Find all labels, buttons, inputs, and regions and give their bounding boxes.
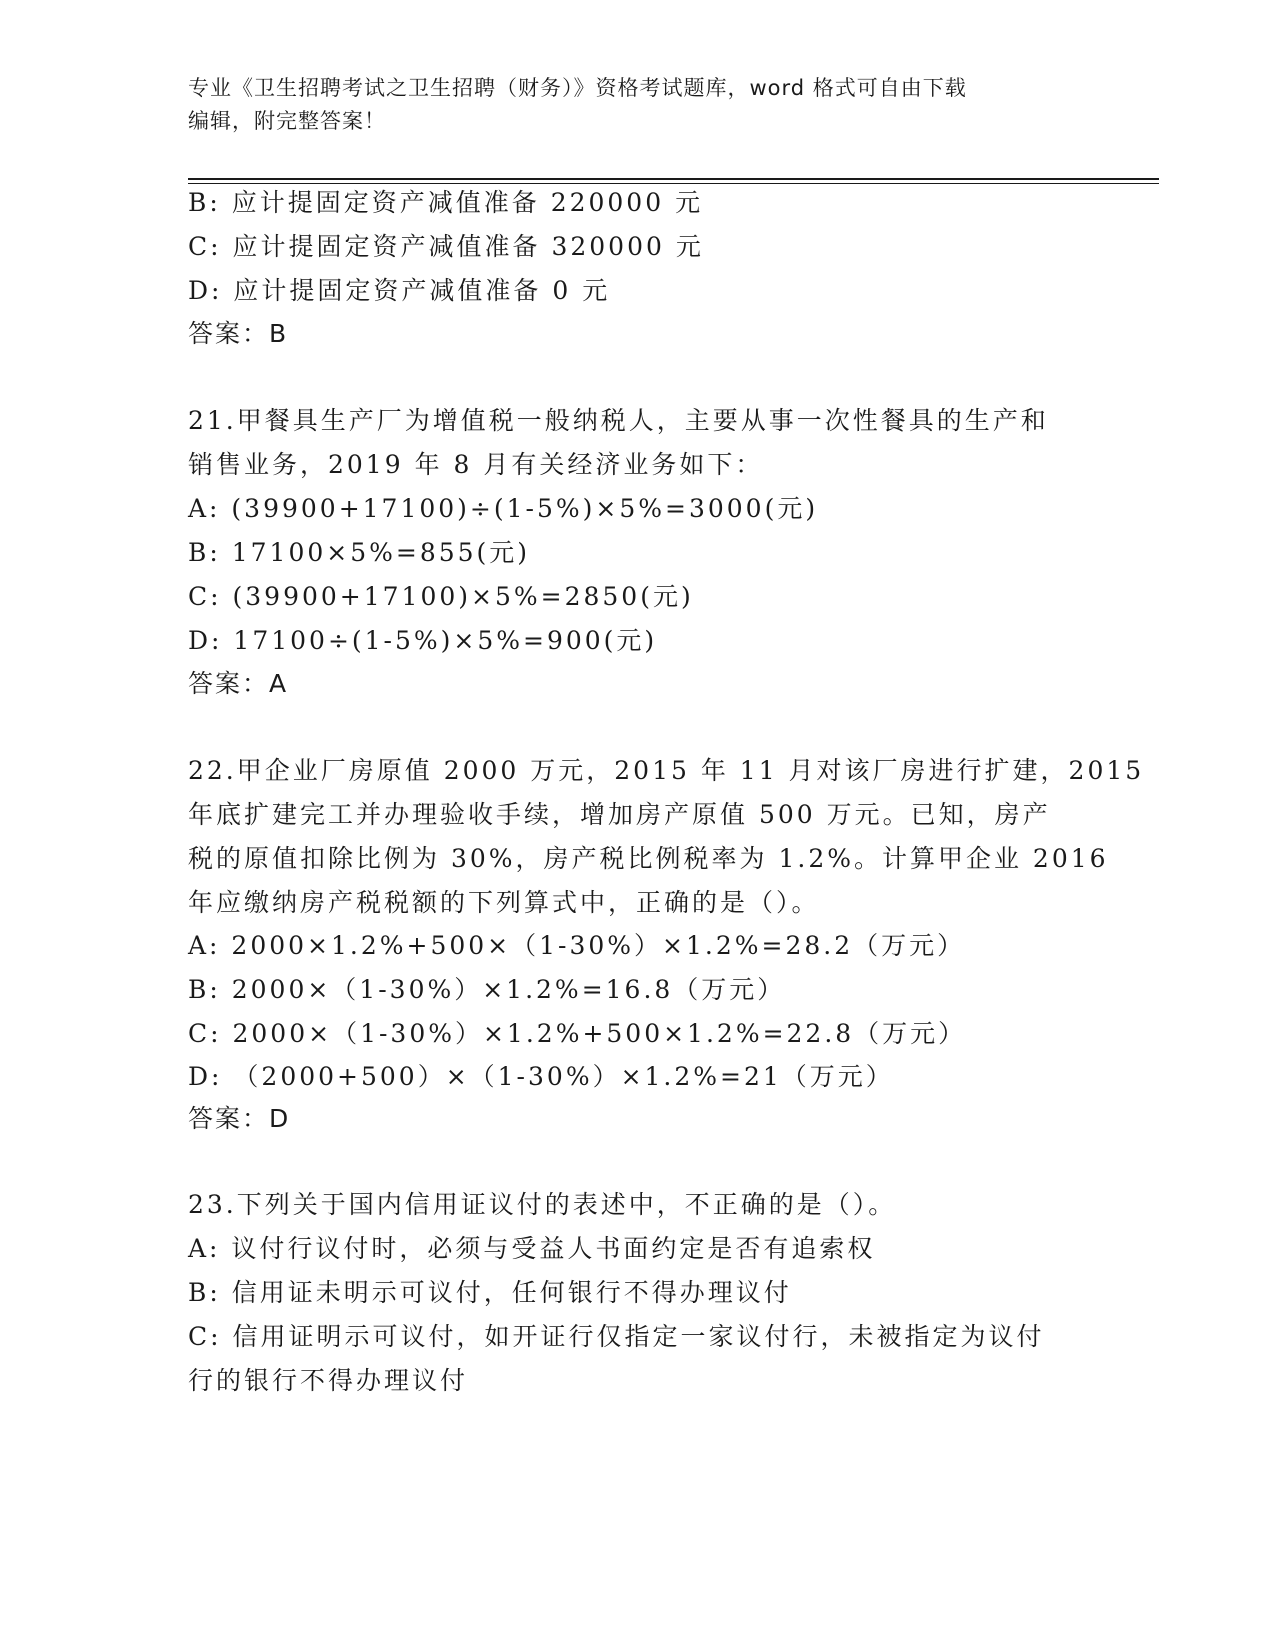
q22-stem-line-1: 22.甲企业厂房原值 2000 万元，2015 年 11 月对该厂房进行扩建，2015 <box>188 756 1145 785</box>
q23-option-b: B: 信用证未明示可议付，任何银行不得办理议付 <box>188 1278 792 1307</box>
q23-stem-line-1: 23.下列关于国内信用证议付的表述中，不正确的是（）。 <box>188 1190 897 1219</box>
q21-answer: 答案：A <box>188 669 289 698</box>
q22-option-c: C: 2000×（1-30%）×1.2%+500×1.2%=22.8（万元） <box>188 1019 967 1048</box>
q21-stem-line-2: 销售业务，2019 年 8 月有关经济业务如下： <box>188 450 764 479</box>
q20-answer: 答案：B <box>188 319 289 348</box>
q21-option-d: D: 17100÷(1-5%)×5%=900(元) <box>188 626 658 655</box>
q21-stem-line-1: 21.甲餐具生产厂为增值税一般纳税人，主要从事一次性餐具的生产和 <box>188 406 1049 435</box>
header-rule-thin <box>188 183 1159 184</box>
q22-stem-line-4: 年应缴纳房产税税额的下列算式中，正确的是（）。 <box>188 888 820 917</box>
q20-option-d: D: 应计提固定资产减值准备 0 元 <box>188 276 611 305</box>
q21-option-a: A: (39900+17100)÷(1-5%)×5%=3000(元) <box>188 494 819 523</box>
header-line-2: 编辑，附完整答案！ <box>188 109 386 133</box>
q23-option-a: A: 议付行议付时，必须与受益人书面约定是否有追索权 <box>188 1234 876 1263</box>
q22-answer: 答案：D <box>188 1104 291 1133</box>
q22-stem-line-3: 税的原值扣除比例为 30%，房产税比例税率为 1.2%。计算甲企业 2016 <box>188 844 1109 873</box>
q23-option-c: C: 信用证明示可议付，如开证行仅指定一家议付行，未被指定为议付 <box>188 1322 1045 1351</box>
q20-option-c: C: 应计提固定资产减值准备 320000 元 <box>188 232 704 261</box>
header-rule-thick <box>188 178 1159 180</box>
q22-stem-line-2: 年底扩建完工并办理验收手续，增加房产原值 500 万元。已知，房产 <box>188 800 1051 829</box>
q20-option-b: B: 应计提固定资产减值准备 220000 元 <box>188 188 704 217</box>
page-header <box>188 72 1088 138</box>
q22-option-d: D: （2000+500）×（1-30%）×1.2%=21（万元） <box>188 1062 894 1091</box>
q22-option-b: B: 2000×（1-30%）×1.2%=16.8（万元） <box>188 975 786 1004</box>
header-line-1: 专业《卫生招聘考试之卫生招聘（财务）》资格考试题库，word 格式可自由下载 <box>188 76 967 100</box>
q21-option-c: C: (39900+17100)×5%=2850(元) <box>188 582 694 611</box>
q22-option-a: A: 2000×1.2%+500×（1-30%）×1.2%=28.2（万元） <box>188 931 966 960</box>
q21-option-b: B: 17100×5%=855(元) <box>188 538 531 567</box>
q23-option-c-continued: 行的银行不得办理议付 <box>188 1366 469 1395</box>
